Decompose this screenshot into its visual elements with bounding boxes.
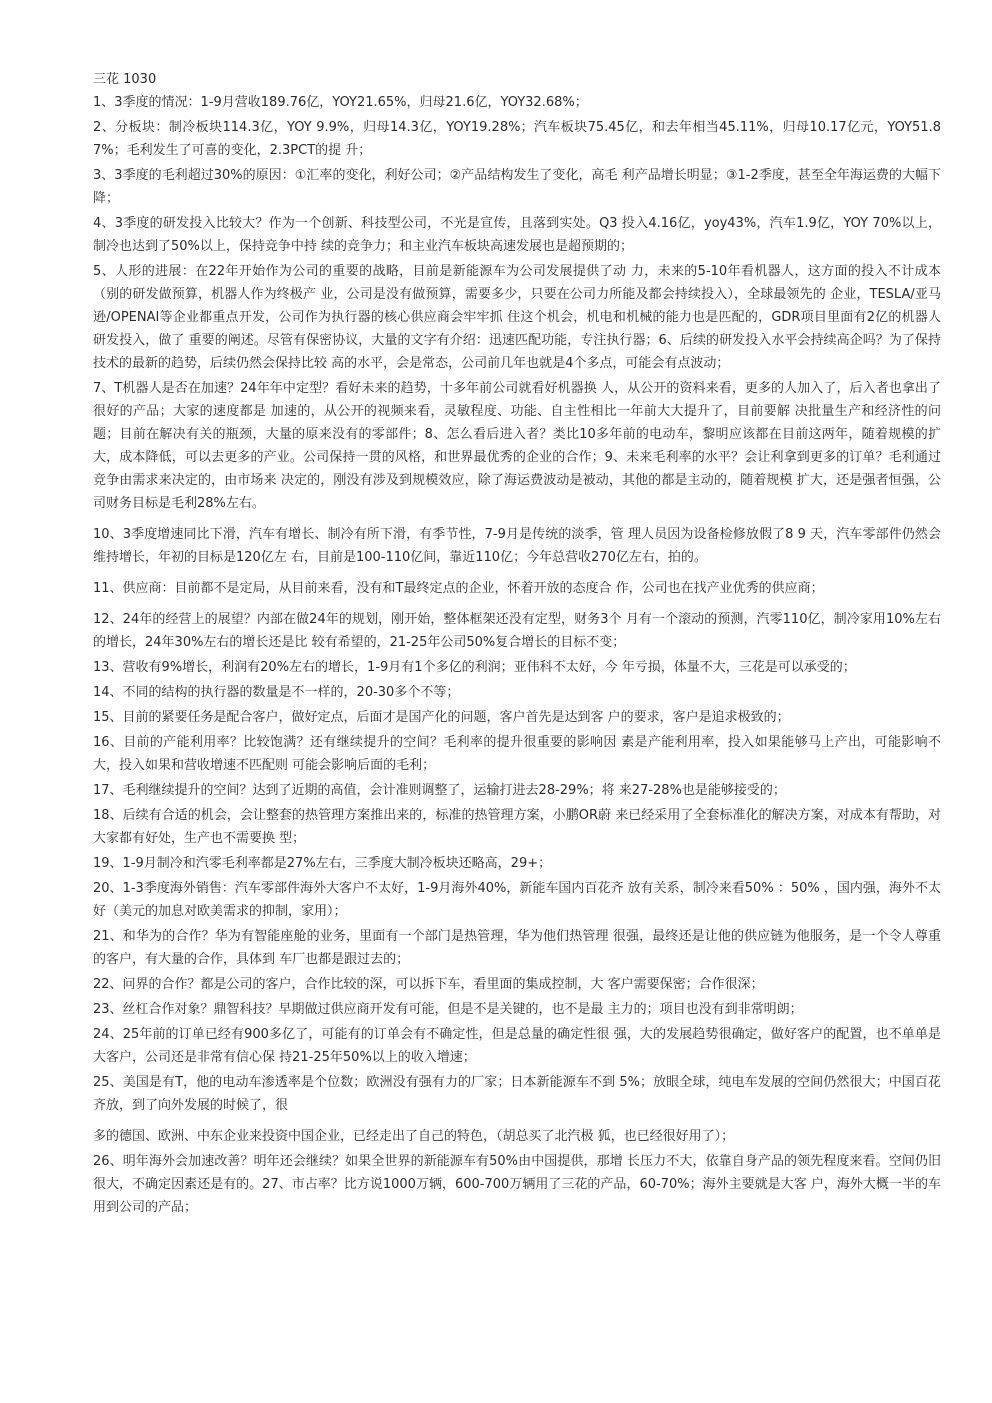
paragraph-25: 25、美国是有T，他的电动车渗透率是个位数；欧洲没有强有力的厂家；日本新能源车不到 5%；放眼全球，纯电车发展的空间仍然很大；中国百花齐放，到了向外发展的时候了，很 [93,1075,941,1113]
paragraph-2: 2、分板块：制冷板块114.3亿，YOY 9.9%，归母14.3亿，YOY19.28%；汽车板块75.45亿，和去年相当45.11%，归母10.17亿元，YOY51.87%；毛利发生了可喜的变化，2.3PCT的提 升； [93,120,941,158]
paragraph-14: 14、不同的结构的执行器的数量是不一样的，20-30多个不等； [93,685,460,700]
paragraph-15: 15、目前的紧要任务是配合客户，做好定点，后面才是国产化的问题，客户首先是达到客 户的要求，客户是追求极致的； [93,710,790,725]
paragraph-5: 5、人形的进展：在22年开始作为公司的重要的战略，目前是新能源车为公司发展提供了动 力，未来的5-10年看机器人，这方面的投入不计成本（别的研发做预算，机器人作为终极产 业，公司是没有做预算，需要多少，只要在公司力所能及都会持续投入），全球最领先的 企业，TESLA/亚马逊/OPENAI等企业都重点开发，公司作为执行器的核心供应商会牢牢抓 住这个机会，机电和机械的能力也是匹配的，GDR项目里面有2亿的机器人研发投入，做了 重要的阐述。尽管有保密协议，大量的文字有介绍：迅速匹配功能，专注执行器；6、后续的研发投入水平会持续高企吗？为了保持技术的最新的趋势，后续仍然会保持比较 高的水平，会是常态，公司前几年也就是4个多点，可能会有点波动； [93,264,941,371]
paragraph-11: 11、供应商：目前都不是定局，从目前来看，没有和T最终定点的企业，怀着开放的态度合 作，公司也在找产业优秀的供应商； [93,581,824,596]
paragraph-21: 21、和华为的合作？华为有智能座舱的业务，里面有一个部门是热管理，华为他们热管理 很强，最终还是让他的供应链为他服务，是一个令人尊重的客户，有大量的合作，具体到 车厂也都是跟过去的； [93,929,941,967]
paragraph-3: 3、3季度的毛利超过30%的原因：①汇率的变化，利好公司；②产品结构发生了变化，高毛 利产品增长明显；③1-2季度，甚至全年海运费的大幅下降； [93,168,941,206]
paragraph-10: 10、3季度增速同比下滑，汽车有增长、制冷有所下滑，有季节性，7-9月是传统的淡季，管 理人员因为设备检修放假了8 9 天，汽车零部件仍然会维持增长，年初的目标是120亿左 右，目前是100-110亿间，靠近110亿；今年总营收270亿左右，拍的。 [93,527,941,565]
paragraph-20: 20、1-3季度海外销售：汽车零部件海外大客户不太好，1-9月海外40%，新能车国内百花齐 放有关系，制冷来看50% ：50% ，国内强，海外不太好（美元的加息对欧美需求的抑制，家用）； [93,881,941,919]
document-page [93,68,941,1221]
paragraph-26: 26、明年海外会加速改善？明年还会继续？如果全世界的新能源车有50%由中国提供，那增 长压力不大，依靠自身产品的领先程度来看。空间仍旧很大，不确定因素还是有的。27、市占率？比方说1000万辆，600-700万辆用了三花的产品，60-70%；海外主要就是大客 户，海外大概一半的车用到公司的产品； [93,1154,941,1215]
paragraph-19: 19、1-9月制冷和汽零毛利率都是27%左右，三季度大制冷板块还略高，29+； [93,856,552,871]
paragraph-22: 22、问界的合作？都是公司的客户，合作比较的深，可以拆下车，看里面的集成控制，大 客户需要保密；合作很深； [93,977,764,992]
paragraph-1: 1、3季度的情况：1-9月营收189.76亿，YOY21.65%，归母21.6亿，YOY32.68%； [93,95,588,110]
document-title: 三花 1030 [93,72,157,87]
paragraph-24: 24、25年前的订单已经有900多亿了，可能有的订单会有不确定性，但是总量的确定性很 强，大的发展趋势很确定，做好客户的配置，也不单单是大客户，公司还是非常有信心保 持21-25年50%以上的收入增速； [93,1027,941,1065]
paragraph-18: 18、后续有合适的机会，会让整套的热管理方案推出来的，标准的热管理方案，小鹏OR蔚 来已经采用了全套标准化的解决方案，对成本有帮助，对大家都有好处，生产也不需要换 型； [93,808,941,846]
paragraph-7: 7、T机器人是否在加速？24年年中定型？看好未来的趋势，十多年前公司就看好机器换 人，从公开的资料来看，更多的人加入了，后入者也拿出了很好的产品；大家的速度都是 加速的，从公开的视频来看，灵敏程度、功能、自主性相比一年前大大提升了，目前要解 决批量生产和经济性的问题；目前在解决有关的瓶颈，大量的原来没有的零部件；8、怎么看后进入者？类比10多年前的电动车，黎明应该都在目前这两年，随着规模的扩 大，成本降低，可以去更多的产业。公司保持一贯的风格，和世界最优秀的企业的合作；9、未来毛利率的水平？会让利拿到更多的订单？毛利通过竞争由需求来决定的，由市场来 决定的，刚没有涉及到规模效应，除了海运费波动是被动，其他的都是主动的，随着规模 扩大，还是强者恒强，公司财务目标是毛利28%左右。 [93,381,941,511]
paragraph-25-continued: 多的德国、欧洲、中东企业来投资中国企业，已经走出了自己的特色，（胡总买了北汽极 狐，也已经很好用了）； [93,1129,735,1144]
paragraph-23: 23、丝杠合作对象？鼎智科技？早期做过供应商开发有可能，但是不是关键的，也不是最 主力的；项目也没有到非常明朗； [93,1002,803,1017]
paragraph-13: 13、营收有9%增长，利润有20%左右的增长，1-9月有1个多亿的利润；亚伟科不太好，今 年亏损，体量不大，三花是可以承受的； [93,660,856,675]
paragraph-4: 4、3季度的研发投入比较大？作为一个创新、科技型公司，不光是宣传，且落到实处。Q3 投入4.16亿，yoy43%，汽车1.9亿，YOY 70%以上，制冷也达到了50%以上，保持竞争中持 续的竞争力；和主业汽车板块高速发展也是超预期的； [93,216,941,254]
paragraph-12: 12、24年的经营上的展望？内部在做24年的规划，刚开始，整体框架还没有定型，财务3个 月有一个滚动的预测，汽零110亿，制冷家用10%左右的增长，24年30%左右的增长还是比 较有希望的，21-25年公司50%复合增长的目标不变； [93,612,941,650]
paragraph-16: 16、目前的产能利用率？比较饱满？还有继续提升的空间？毛利率的提升很重要的影响因 素是产能利用率，投入如果能够马上产出，可能影响不大，投入如果和营收增速不匹配则 可能会影响后面的毛利； [93,735,941,773]
paragraph-17: 17、毛利继续提升的空间？达到了近期的高值，会计准则调整了，运输打进去28-29%；将 来27-28%也是能够接受的； [93,783,786,798]
